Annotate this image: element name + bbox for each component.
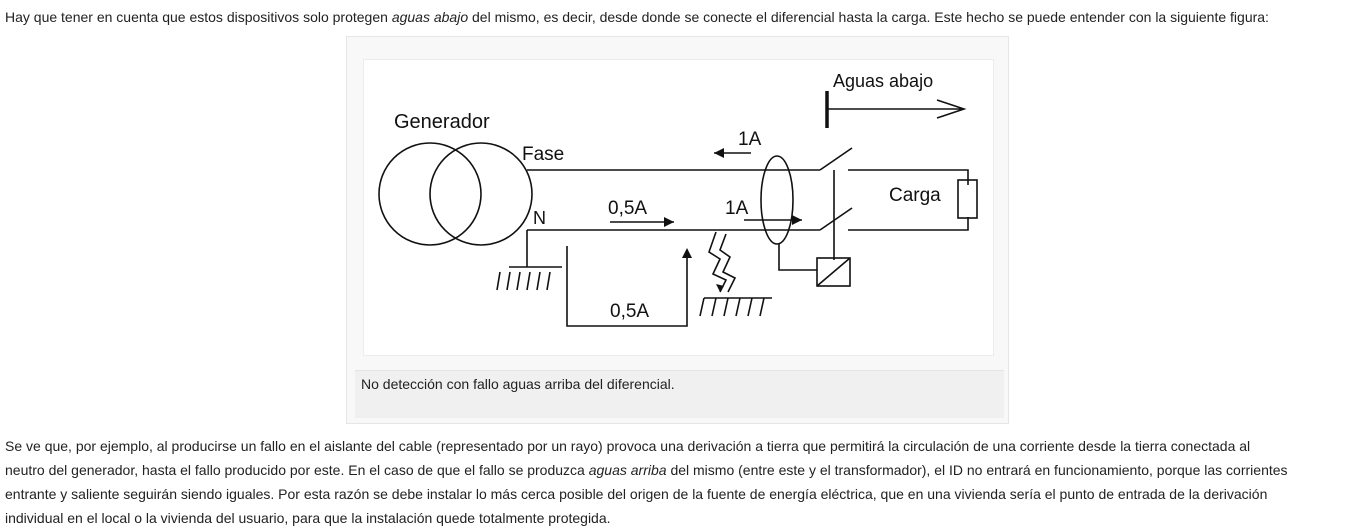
neutral-ground-wire xyxy=(509,230,562,267)
label-current-ground-return: 0,5A xyxy=(610,301,650,322)
body-line-2-after: del mismo (entre este y el transformador), el ID no entrará en funcionamiento, porque las corrientes xyxy=(666,462,1288,478)
body-line-1: Se ve que, por ejemplo, al producirse un fallo en el aislante del cable (representado por un rayo) provoca una derivación a tierra que permitirá la circulación de una corriente desde la tierra conectada al xyxy=(5,438,1251,454)
intro-text-after: del mismo, es decir, desde donde se conecte el diferencial hasta la carga. Este hecho se puede entender con la siguiente figura: xyxy=(468,9,1269,25)
label-current-phase: 1A xyxy=(738,129,762,150)
intro-paragraph xyxy=(5,7,1351,27)
body-line-4: individual en el local o la vivienda del usuario, para que la instalación quede totalmente protegida. xyxy=(5,510,611,526)
label-neutral: N xyxy=(533,208,546,228)
label-load: Carga xyxy=(889,185,941,206)
intro-text-before: Hay que tener en cuenta que estos dispositivos solo protegen xyxy=(5,9,392,25)
body-line-2-before: neutro del generador, hasta el fallo producido por este. En el caso de que el fallo se produzca xyxy=(5,462,589,478)
intro-emphasis: aguas abajo xyxy=(391,9,469,25)
phase-wire xyxy=(527,170,968,185)
label-current-leak: 0,5A xyxy=(608,198,648,219)
switch-blade-neutral xyxy=(820,208,852,230)
body-line-2 xyxy=(5,458,1351,482)
switch-blade-phase xyxy=(820,148,852,170)
body-paragraph xyxy=(5,434,1351,530)
figure-caption-box xyxy=(355,370,1004,418)
label-phase: Fase xyxy=(522,144,565,165)
body-line-2-emphasis: aguas arriba xyxy=(588,462,667,478)
circuit-diagram xyxy=(363,59,994,356)
figure-caption: No detección con fallo aguas arriba del diferencial. xyxy=(361,376,675,392)
load-resistor xyxy=(958,180,977,218)
ground-hatch-left xyxy=(497,272,550,290)
downstream-arrow xyxy=(827,100,964,118)
label-current-neutral-in: 1A xyxy=(725,198,749,219)
body-line-3: entrante y saliente seguirán siendo iguales. Por esta razón se debe instalar lo más cerca posible del origen de la fuente de energía eléctrica, que en una vivienda sería el punto de entrada de la derivación xyxy=(5,486,1268,502)
figure xyxy=(346,36,1009,424)
label-downstream: Aguas abajo xyxy=(833,71,934,91)
fault-lightning xyxy=(709,232,735,292)
circuit-diagram-svg xyxy=(364,60,993,355)
ground-hatch-right xyxy=(700,298,764,316)
label-generator: Generador xyxy=(394,111,490,133)
